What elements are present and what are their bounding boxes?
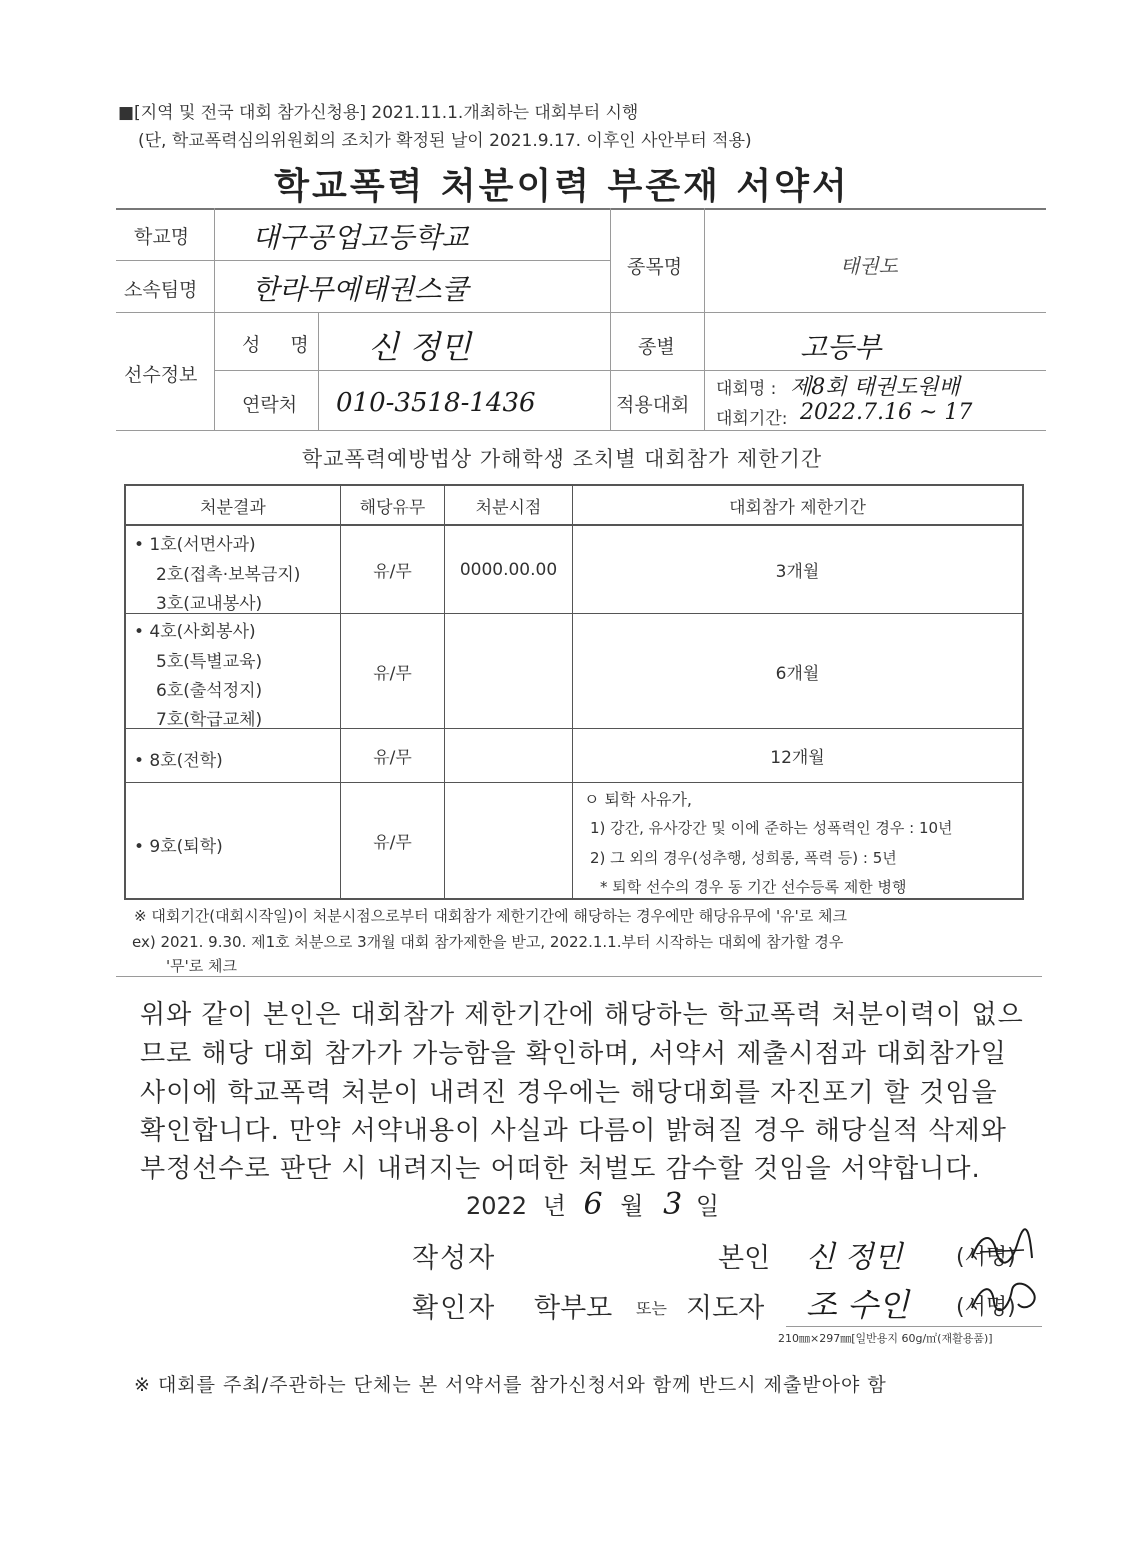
player-info-label: 선수정보 bbox=[124, 364, 198, 386]
coach-signature-name: 조 수인 bbox=[806, 1286, 909, 1324]
date-month: 6 bbox=[583, 1187, 603, 1222]
notes-bottom-line bbox=[116, 976, 1042, 977]
table-row-4-period-line-3: 2) 그 외의 경우(성추행, 성희롱, 폭력 등) : 5년 bbox=[590, 849, 897, 867]
contact-label: 연락처 bbox=[242, 394, 298, 416]
name-label: 성 명 bbox=[242, 334, 321, 356]
col-header-period: 대회참가 제한기간 bbox=[729, 497, 866, 518]
table-row-1-applicable: 유/무 bbox=[373, 562, 412, 582]
parent-label: 학부모 bbox=[534, 1293, 613, 1324]
contact-value: 010-3518-1436 bbox=[336, 388, 536, 418]
table-row-2-applicable: 유/무 bbox=[373, 663, 412, 684]
table-row-2-result-2: 5호(특별교육) bbox=[156, 652, 263, 672]
footer-line bbox=[786, 1326, 1042, 1327]
date-year-unit: 년 bbox=[542, 1192, 566, 1220]
table-border-right bbox=[1022, 484, 1024, 900]
date-day: 3 bbox=[663, 1187, 683, 1222]
info-vline-2 bbox=[610, 208, 611, 430]
table-row-1-period: 3개월 bbox=[775, 562, 820, 582]
info-line-school bbox=[116, 260, 610, 261]
page-title: 학교폭력 처분이력 부존재 서약서 bbox=[274, 166, 850, 207]
school-label: 학교명 bbox=[134, 226, 190, 248]
date-year: 2022 bbox=[466, 1192, 528, 1220]
coach-sign-label: (서명) bbox=[956, 1295, 1016, 1320]
pledge-line-1: 위와 같이 본인은 대회참가 제한기간에 해당하는 학교폭력 처분이력이 없으 bbox=[140, 1000, 1024, 1030]
col-header-result: 처분결과 bbox=[200, 497, 266, 518]
event-label: 종목명 bbox=[627, 256, 683, 278]
pledge-line-4: 확인합니다. 만약 서약내용이 사실과 다름이 밝혀질 경우 해당실적 삭제와 bbox=[140, 1116, 1007, 1146]
date-month-unit: 월 bbox=[620, 1192, 644, 1220]
or-label: 또는 bbox=[636, 1299, 667, 1318]
note-line-1: ※ 대회기간(대회시작일)이 처분시점으로부터 대회참가 제한기간에 해당하는 경우에만 해당유무에 '유'로 체크 bbox=[134, 907, 847, 925]
pledge-line-5: 부정선수로 판단 시 내려지는 어떠한 처벌도 감수할 것임을 서약합니다. bbox=[140, 1154, 981, 1184]
info-line-team bbox=[116, 312, 1046, 313]
table-row-3-applicable: 유/무 bbox=[373, 748, 412, 768]
final-note: ※ 대회를 주최/주관하는 단체는 본 서약서를 참가신청서와 함께 반드시 제출받아야 함 bbox=[134, 1374, 887, 1396]
table-row-1-result-3: 3호(교내봉사) bbox=[156, 594, 263, 614]
confirmer-label: 확인자 bbox=[412, 1293, 497, 1324]
col-header-applicable: 해당유무 bbox=[359, 497, 426, 518]
pledge-line-2: 므로 해당 대회 참가가 가능함을 확인하며, 서약서 제출시점과 대회참가일 bbox=[140, 1039, 1007, 1069]
table-row-4-applicable: 유/무 bbox=[373, 833, 412, 853]
comp-period-value: 2022.7.16 ~ 17 bbox=[800, 400, 973, 425]
self-sign-label: (서명) bbox=[956, 1245, 1016, 1270]
writer-label: 작성자 bbox=[412, 1243, 497, 1274]
date-line bbox=[466, 1186, 719, 1222]
category-value: 고등부 bbox=[800, 331, 882, 364]
col-header-date: 처분시점 bbox=[475, 497, 542, 518]
table-row-1-result-1: • 1호(서면사과) bbox=[134, 535, 256, 555]
table-row-4-period-line-1: ㅇ 퇴학 사유가, bbox=[584, 790, 692, 809]
date-day-unit: 일 bbox=[695, 1192, 720, 1220]
table-row-1-result-2: 2호(접촉·보복금지) bbox=[156, 565, 301, 585]
self-signature-scribble bbox=[966, 1228, 1036, 1274]
table-row-3-period: 12개월 bbox=[770, 748, 825, 768]
note-line-2: ex) 2021. 9.30. 제1호 처분으로 3개월 대회 참가제한을 받고, 2022.1.1.부터 시작하는 대회에 참가할 경우 bbox=[132, 933, 844, 951]
notice-line-2: (단, 학교폭력심의위원회의 조치가 확정된 날이 2021.9.17. 이후인 사안부터 적용) bbox=[138, 131, 752, 151]
name-value: 신 정민 bbox=[368, 328, 471, 366]
notice-line-1: ■[지역 및 전국 대회 참가신청용] 2021.11.1.개최하는 대회부터 시행 bbox=[118, 103, 639, 123]
team-label: 소속팀명 bbox=[124, 279, 198, 301]
applied-comp-label: 적용대회 bbox=[616, 394, 690, 416]
table-border-left bbox=[124, 484, 126, 900]
comp-period-label: 대회기간: bbox=[716, 409, 788, 429]
info-vline-1 bbox=[214, 208, 215, 430]
pledge-line-3: 사이에 학교폭력 처분이 내려진 경우에는 해당대회를 자진포기 할 것임을 bbox=[140, 1078, 998, 1108]
table-row-2-result-1: • 4호(사회봉사) bbox=[134, 622, 256, 642]
coach-label: 지도자 bbox=[686, 1293, 765, 1324]
school-value: 대구공업고등학교 bbox=[252, 221, 469, 254]
note-line-3: '무'로 체크 bbox=[166, 957, 237, 975]
table-border-bottom bbox=[124, 898, 1024, 900]
table-row-1-date: 0000.00.00 bbox=[459, 559, 558, 580]
event-value: 태권도 bbox=[840, 254, 898, 278]
comp-name-value: 제8회 태권도원배 bbox=[790, 375, 960, 400]
table-row-4-period-line-2: 1) 강간, 유사강간 및 이에 준하는 성폭력인 경우 : 10년 bbox=[590, 819, 953, 837]
table-row-3-result-1: • 8호(전학) bbox=[134, 751, 223, 771]
info-bottom-line bbox=[116, 430, 1046, 431]
category-label: 종별 bbox=[638, 336, 675, 358]
table-row-2-period: 6개월 bbox=[775, 663, 820, 684]
self-signature-name: 신 정민 bbox=[806, 1240, 903, 1275]
table-row-2-result-3: 6호(출석정지) bbox=[156, 681, 263, 701]
table-row-line-3 bbox=[124, 782, 1024, 783]
coach-signature-scribble bbox=[964, 1276, 1044, 1322]
comp-name-label: 대회명 : bbox=[716, 379, 777, 399]
team-value: 한라무예태권스쿨 bbox=[252, 273, 469, 306]
self-label: 본인 bbox=[718, 1243, 771, 1274]
info-vline-3 bbox=[704, 208, 705, 430]
table-row-4-result-1: • 9호(퇴학) bbox=[134, 837, 223, 857]
restriction-heading: 학교폭력예방법상 가해학생 조치별 대회참가 제한기간 bbox=[301, 447, 823, 471]
info-top-line bbox=[116, 208, 1046, 210]
table-row-4-period-line-4: * 퇴학 선수의 경우 동 기간 선수등록 제한 병행 bbox=[600, 878, 907, 896]
table-row-2-result-4: 7호(학급교체) bbox=[156, 710, 263, 730]
paper-spec: 210㎜×297㎜[일반용지 60g/㎡(재활용품)] bbox=[778, 1332, 993, 1345]
